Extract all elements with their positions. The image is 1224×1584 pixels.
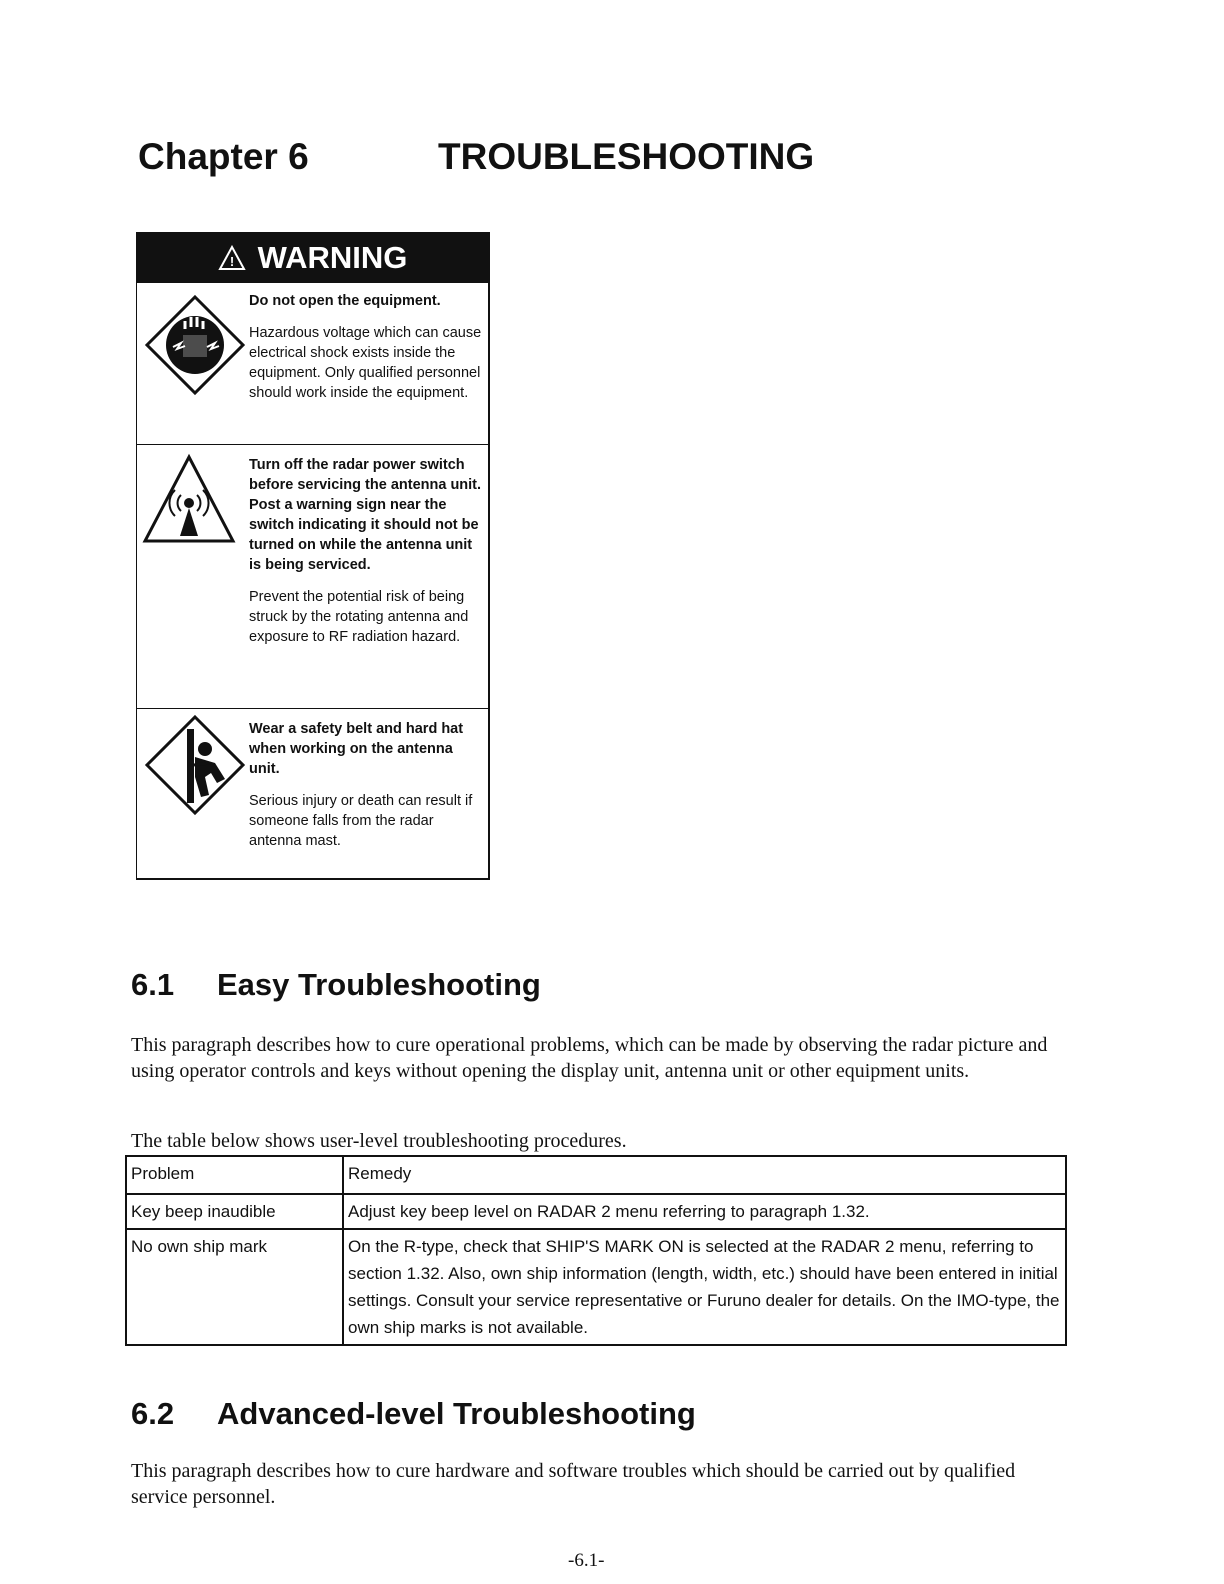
- warning-section-electrical: [137, 283, 488, 445]
- warning-3-text: Serious injury or death can result if someone falls from the radar antenna mast.: [249, 793, 473, 849]
- troubleshooting-table: [125, 1155, 1067, 1346]
- chapter-number: Chapter 6: [138, 136, 309, 177]
- warning-box: [136, 232, 490, 880]
- section-6-1-paragraph: This paragraph describes how to cure operational problems, which can be made by observing the radar picture and using operator controls and keys without opening the display unit, antenna unit or other equipment units.: [131, 1034, 1048, 1082]
- column-header-remedy: Remedy: [343, 1156, 1066, 1194]
- remedy-cell: On the R-type, check that SHIP'S MARK ON is selected at the RADAR 2 menu, referring to section 1.32. Also, own ship information (length, width, etc.) should have been entered in initial settings. Consult your service representative or Furuno dealer for details. On the IMO-type, the own ship marks is not available.: [343, 1229, 1066, 1345]
- section-6-2-paragraph: This paragraph describes how to cure hardware and software troubles which should be carried out by qualified service personnel.: [131, 1460, 1016, 1508]
- section-title: Easy Troubleshooting: [217, 967, 541, 1002]
- problem-cell: Key beep inaudible: [126, 1194, 343, 1229]
- problem-cell: No own ship mark: [126, 1229, 343, 1345]
- warning-3-bold: Wear a safety belt and hard hat when working on the antenna unit.: [249, 721, 464, 777]
- section-number: 6.1: [131, 967, 175, 1002]
- remedy-cell: Adjust key beep level on RADAR 2 menu referring to paragraph 1.32.: [343, 1194, 1066, 1229]
- table-row: [126, 1194, 1066, 1229]
- section-heading-6-2: [131, 1396, 696, 1432]
- table-intro: The table below shows user-level troubleshooting procedures.: [131, 1130, 627, 1152]
- warning-2-text: Prevent the potential risk of being struck by the rotating antenna and exposure to RF radiation hazard.: [249, 589, 469, 645]
- warning-section-rf: [137, 445, 488, 709]
- warning-1-bold: Do not open the equipment.: [249, 293, 441, 309]
- rf-radiation-warning-icon: [141, 453, 237, 545]
- safety-belt-worker-icon: [143, 713, 247, 817]
- table-row: [126, 1229, 1066, 1345]
- electrical-hazard-hand-icon: [143, 293, 247, 397]
- section-heading-6-1: [131, 967, 541, 1003]
- warning-section-safety-belt: [137, 709, 488, 877]
- warning-1-text: Hazardous voltage which can cause electrical shock exists inside the equipment. Only qualified personnel should work inside the equipment.: [249, 325, 482, 401]
- chapter-heading: [138, 136, 815, 178]
- section-number: 6.2: [131, 1396, 175, 1431]
- warning-triangle-icon: [218, 245, 246, 271]
- page-number: -6.1-: [568, 1550, 605, 1571]
- section-title: Advanced-level Troubleshooting: [217, 1396, 696, 1431]
- warning-header: [137, 232, 488, 283]
- svg-text:!: !: [229, 253, 234, 269]
- table-header-row: [126, 1156, 1066, 1194]
- warning-2-bold: Turn off the radar power switch before servicing the antenna unit. Post a warning sign near the switch indicating it should not be turned on while the antenna unit is being serviced.: [249, 457, 482, 573]
- column-header-problem: Problem: [126, 1156, 343, 1194]
- warning-title: WARNING: [257, 239, 408, 275]
- chapter-title: TROUBLESHOOTING: [438, 136, 815, 177]
